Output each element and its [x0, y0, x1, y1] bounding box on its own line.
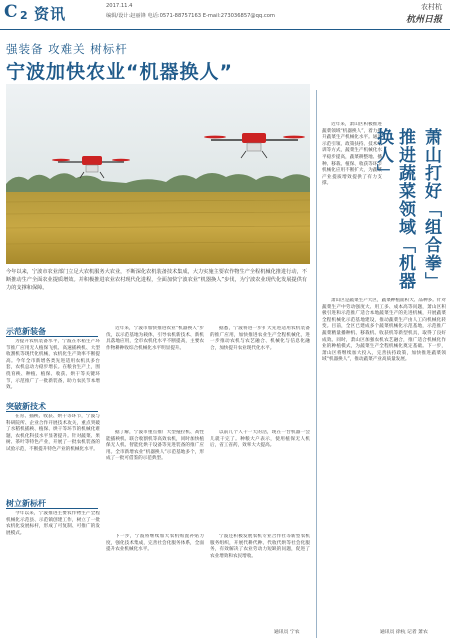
article-headline: 宁波加快农业“机器换人”	[6, 61, 233, 83]
section-number: 2	[20, 9, 28, 22]
sidebar-subtitle: 萧山打好「组合拳」	[421, 128, 441, 290]
col2-para1: 近年来，宁波市加快推进农业“机器换人”步伐，以示范基地为载体，引导农机新技术、新机具落地应用，全市农机化水平不断提高，主要农作物耕种收综合机械化水平明显提升。	[106, 326, 204, 351]
page-header	[0, 0, 450, 30]
col3-para3: 宁波还积极发展农机专业合作社等新型农机服务组织，开展代耕代种、代收代烘等社会化服务，有效解决了农业劳动力短缺的问题，促进了农业增效和农民增收。	[210, 534, 310, 559]
issue-date: 2017.11.4	[106, 3, 133, 9]
col2-para3: 下一步，宁波将继续加大农机购置补贴力度，强化技术集成，完善社会化服务体系，全面提升农业机械化水平。	[106, 534, 204, 553]
section3-body: 今年以来，宁波推进主要农作物生产全程机械化示范县、示范镇创建工作，树立了一批农机化发展标杆，形成了可复制、可推广的发展模式。	[6, 511, 100, 536]
article-kicker: 强装备 攻难关 树标杆	[6, 42, 128, 56]
section1-body: 为提升农机装备水平，宁波在水稻生产环节推广应用无人植保飞机、高速插秧机、大型收割机等现代化机械，农机化生产效率不断提高。今年全市新增各类先进适用农机具多台套，农机总动力稳步增长。在粮食生产上，围绕育秧、种植、植保、收获、烘干等关键环节，示范推广了一批新装备，助力农民节本增效。	[6, 339, 100, 391]
sidebar-intro: 近年来，萧山区积极推进蔬菜领域“机器换人”，着力提升蔬菜生产机械化水平。通过示范引领、政策扶持、技术培训等方式，蔬菜生产机械化水平稳步提高，蔬菜耕整地、播种、移栽、植保、收获等环节机械化应用不断扩大，为蔬菜产业提质增效提供了有力支撑。	[322, 122, 382, 187]
editor-info: 编辑/设计:赵丽锋 电话:0571-88757163 E-mail:273036857@qq.com	[106, 13, 275, 19]
section2-body: 在育、插秧、收获、烘干等环节，宁波与科研院所、企业合作开展技术攻关，重点突破了水稻机插秧、植保、烘干等环节的机械化难题，农机化科技水平显著提升。针对蔬菜、果树、茶叶等特色产业，开展了一批农机装备的试验示范，不断提升特色产业的机械化水平。	[6, 414, 100, 452]
section2-rule	[6, 411, 98, 412]
section1-rule	[6, 336, 98, 337]
sidebar-byline: 通讯员 徐杭 记者 萧农	[380, 630, 428, 635]
section3-title: 树立新标杆	[6, 499, 46, 508]
section3-rule	[6, 508, 98, 509]
sidebar-body: 萧山区是蔬菜生产大区，蔬菜种植面积大、品种多。针对蔬菜生产中劳动强度大、用工多、成本高等问题，萧山区积极引进和示范推广适合本地蔬菜生产的先进机械，开展蔬菜全程机械化示范基地建设，推动蔬菜生产由人工向机械化转变。目前，全区已建成多个蔬菜机械化示范基地，示范推广蔬菜精量播种机、移栽机、收获机等新型机具，取得了良好成效。同时，萧山区加强农机农艺融合，推广适合机械化作业的种植模式，为蔬菜生产全程机械化奠定基础。下一步，萧山区将继续加大投入，完善扶持政策，加快推进蔬菜领域“机器换人”，推动蔬菜产业高质量发展。	[322, 298, 446, 363]
main-byline: 通讯员 宁农	[274, 630, 300, 635]
masthead-logo: 杭州日报	[405, 15, 442, 25]
col3-para2: 以前几个人干一天的活，现在一台机器一会儿就干完了。种粮大户表示，使用植保无人机后，省工省药，效率大大提高。	[210, 430, 310, 449]
col2-para2: 据了解，宁波市重点推广大型拖拉机、高性能插秧机、联合收割机等高效农机，同时加快植保无人机、智能化烘干设备等先进装备的推广应用。全市新增农业“机器换人”示范基地多个，形成了一批可借鉴的示范典型。	[106, 430, 204, 462]
sidebar-title: 推进蔬菜领域「机器换人」	[373, 128, 415, 290]
sidebar-title-box	[373, 124, 444, 292]
drone-field-photo	[6, 84, 310, 264]
section1-title: 示范新装备	[6, 327, 46, 336]
section-letter: C	[4, 2, 18, 22]
page-label: 农村杭	[421, 3, 442, 11]
section-name: 资讯	[34, 5, 67, 23]
photo-caption: 今年以来，宁波市农业部门立足大农机服务大农业，不断深化农机装备技术集成，大力实施主要农作物生产全程机械化推进行动，不断推动生产全面农业提质增效。并积极推进农业农村现代化进程，全面加快宁波农业“机器换人”步伐，为宁波农业现代化发展提供有力的支撑和保障。	[6, 269, 308, 291]
section2-title: 突破新技术	[6, 402, 46, 411]
col3-para1: 据悉，宁波将进一步扩大先进适用农机装备的推广应用，加快推进农业生产全程机械化，进一步推动农机与农艺融合、机械化与信息化融合，加快提升农业现代化水平。	[210, 326, 310, 351]
